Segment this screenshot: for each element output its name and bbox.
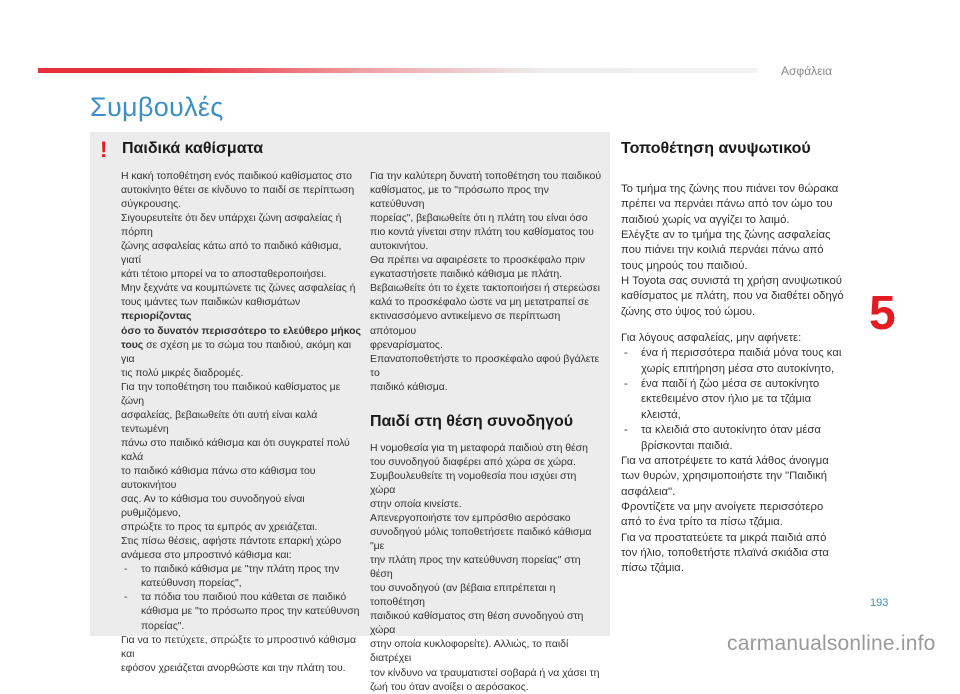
text-line: παιδικού καθίσματος στη θέση συνοδηγού στη χώρα — [370, 610, 584, 637]
text-line: σύγκρουσης. — [121, 198, 182, 211]
belt-raiser-column — [621, 140, 861, 577]
list-item — [621, 377, 861, 423]
text-line: Η Toyota σας συνιστά τη χρήση ανυψωτικού — [621, 275, 842, 288]
text-line: ζώνης στο ύψος τού ώμου. — [621, 305, 756, 318]
paragraph — [621, 331, 861, 346]
text-line: κάτι τέτοιο μπορεί να το αποσταθεροποιήσει. — [121, 268, 327, 281]
text-line: που πιάνει την κοιλιά περνάει πάνω από — [621, 244, 824, 257]
text-line: Θα πρέπει να αφαιρέσετε το προσκέφαλο πριν — [370, 254, 585, 267]
text-line: το παιδικό κάθισμα με "την πλάτη προς την — [141, 563, 340, 576]
belt-raiser-body — [621, 182, 861, 577]
text-line: εγκαταστήσετε παιδικό κάθισμα με πλάτη. — [370, 268, 563, 281]
text-line: Απενεργοποιήστε τον εμπρόσθιο αερόσακο — [370, 511, 571, 524]
text-line: εκτεθειμένο στον ήλιο με τα τζάμια — [641, 393, 812, 406]
text-line: παιδικό κάθισμα. — [370, 380, 448, 393]
text-line: καθίσματος με πλάτη, που να διαθέτει οδηγό — [621, 290, 844, 303]
text-line: παιδιού χωρίς να αγγίζει το λαιμό. — [621, 213, 790, 226]
text-line: πίσω τζάμια. — [621, 562, 684, 575]
text-line: συνοδηγού μόλις τοποθετήσετε παιδικό κάθισμα "με — [370, 526, 592, 553]
text-line: Για την τοποθέτηση του παιδικού καθίσματος με ζώνη — [121, 380, 341, 407]
text-line: το παιδικό κάθισμα πάνω στο κάθισμα του αυτοκινήτου — [121, 464, 316, 492]
text-line: εφόσον χρειάζεται ανορθώστε και την πλάτη του. — [121, 661, 346, 674]
paragraph — [370, 169, 602, 394]
list-item — [621, 346, 861, 377]
bold-text: όσο το δυνατόν περισσότερο το ελεύθερο μήκος — [121, 324, 361, 337]
text-line: τα πόδια του παιδιού που κάθεται σε παιδικό — [141, 591, 347, 604]
text-line: ένα ή περισσότερα παιδιά μόνα τους και — [641, 347, 842, 360]
spacer — [621, 320, 861, 331]
text-line: τον ήλιο, τοποθετήστε πλαϊνά σκιάδια στα — [621, 546, 829, 559]
child-seats-column-1 — [121, 169, 361, 675]
text-line: κάθισμα με "το πρόσωπο προς την κατεύθυνση — [141, 605, 360, 618]
text-line: αυτοκινήτου. — [370, 240, 429, 253]
text-line: Για να αποτρέψετε το κατά λάθος άνοιγμα — [621, 454, 829, 467]
bold-text: τους — [121, 338, 144, 351]
text-line: ανάμεσα στο μπροστινό κάθισμα και: — [121, 549, 292, 562]
text-line: από το ένα τρίτο τα πίσω τζάμια. — [621, 516, 783, 529]
text-line: ζωή του όταν ανοίξει ο αερόσακος. — [370, 680, 529, 693]
list-dash: - — [124, 591, 128, 604]
text-line: στην οποία κυκλοφορείτε). Αλλιώς, το παιδί διατρέχει — [370, 638, 569, 665]
list-text — [141, 590, 361, 632]
text-line: Βεβαιωθείτε ότι το έχετε τακτοποιήσει ή στερεώσει — [370, 282, 600, 295]
text-line: τον κίνδυνο να τραυματιστεί σοβαρά ή να χάσει τη — [370, 666, 600, 679]
text-line: την πλάτη προς την κατεύθυνση πορείας" στη θέση — [370, 554, 581, 581]
list-text — [641, 346, 861, 377]
list-dash: - — [624, 424, 628, 437]
text-line: Για την καλύτερη δυνατή τοποθέτηση του παιδικού — [370, 170, 602, 182]
list-dash: - — [624, 347, 628, 360]
section-title: Ασφάλεια — [781, 64, 833, 78]
text-line: στην οποία κινείστε. — [370, 497, 462, 510]
text-line: ασφαλείας, βεβαιωθείτε ότι αυτή είναι καλά τεντωμένη — [121, 408, 318, 435]
text-line: Το τμήμα της ζώνης που πιάνει τον θώρακα — [621, 183, 839, 195]
text-line: Για να προστατεύετε τα μικρά παιδιά από — [621, 531, 827, 544]
paragraph — [121, 169, 361, 562]
list-dash: - — [124, 563, 128, 576]
text-line: του συνοδηγού διαφέρει από χώρα σε χώρα. — [370, 455, 576, 468]
passenger-seat-subtitle: Παιδί στη θέση συνοδηγού — [370, 412, 573, 430]
text-line: πορείας". — [141, 619, 185, 632]
text-line: πάνω στο παιδικό κάθισμα και ότι συγκρατεί πολύ καλά — [121, 436, 350, 463]
text-line: βρίσκονται παιδιά. — [641, 439, 733, 452]
text-line: Στις πίσω θέσεις, αφήστε πάντοτε επαρκή χώρο — [121, 535, 342, 548]
text-line: Για να το πετύχετε, σπρώξτε το μπροστινό κάθισμα και — [121, 633, 357, 660]
list-text — [641, 377, 861, 423]
text-line: καλά το προσκέφαλο ώστε να μη μετατραπεί σε — [370, 296, 589, 309]
text-line: πρέπει να περνάει πάνω από τον ώμο του — [621, 198, 833, 211]
text-line: αυτοκίνητο θέτει σε κίνδυνο το παιδί σε περίπτωση — [121, 184, 355, 197]
text-line: σε σχέση με το σώμα του παιδιού, ακόμη και για — [121, 338, 352, 365]
paragraph — [121, 633, 361, 675]
text-line: τους ιμάντες των παιδικών καθισμάτων — [121, 296, 301, 309]
list-item — [621, 423, 861, 454]
list-text — [641, 423, 861, 454]
warning-icon: ! — [100, 137, 108, 162]
list-dash: - — [624, 378, 628, 391]
text-line: Για λόγους ασφαλείας, μην αφήνετε: — [621, 332, 802, 345]
text-line: Φροντίζετε να μην ανοίγετε περισσότερο — [621, 500, 824, 513]
list-item — [121, 562, 361, 590]
text-line: Η κακή τοποθέτηση ενός παιδικού καθίσματος στο — [121, 170, 352, 182]
text-line: χωρίς επιτήρηση μέσα στο αυτοκίνητο, — [641, 362, 835, 375]
page-title: Συμβουλές — [90, 92, 224, 122]
text-line: Συμβουλευθείτε τη νομοθεσία που ισχύει στη χώρα — [370, 469, 577, 496]
text-line: Μην ξεχνάτε να κουμπώνετε τις ζώνες ασφαλείας ή — [121, 282, 356, 295]
child-seats-column-2 — [370, 169, 602, 694]
child-seats-title: Παιδικά καθίσματα — [122, 140, 264, 157]
bold-text: περιορίζοντας — [121, 310, 192, 323]
paragraph — [621, 182, 861, 320]
text-line: του συνοδηγού (αν βέβαια επιτρέπεται η τοποθέτηση — [370, 582, 556, 609]
paragraph — [621, 454, 861, 577]
text-line: Η νομοθεσία για τη μεταφορά παιδιού στη θέση — [370, 441, 588, 454]
text-line: τα κλειδιά στο αυτοκίνητο όταν μέσα — [641, 424, 821, 437]
text-line: πιο κοντά γίνεται στην πλάτη του καθίσματος του — [370, 226, 594, 239]
chapter-number: 5 — [869, 287, 896, 340]
text-line: Σιγουρευτείτε ότι δεν υπάρχει ζώνη ασφαλείας ή πόρπη — [121, 212, 342, 239]
text-line: τους μηρούς του παιδιού. — [621, 259, 748, 272]
list-text — [141, 562, 361, 590]
text-line: εκτινασσόμενο αντικείμενο σε περίπτωση απότομου — [370, 310, 561, 337]
text-line: κατεύθυνση πορείας", — [141, 577, 242, 590]
text-line: σπρώξτε το προς τα εμπρός αν χρειάζεται. — [121, 521, 318, 534]
text-line: πορείας", βεβαιωθείτε ότι η πλάτη του είναι όσο — [370, 212, 588, 225]
text-line: καθίσματος, με το "πρόσωπο προς την κατεύθυνση — [370, 184, 549, 211]
text-line: των θυρών, χρησιμοποιήστε την "Παιδική — [621, 470, 828, 483]
header-accent-bar — [38, 68, 758, 73]
text-line: ζώνης ασφαλείας κάτω από το παιδικό κάθισμα, γιατί — [121, 240, 342, 267]
paragraph — [370, 441, 602, 694]
page-number: 193 — [870, 597, 889, 609]
text-line: ένα παιδί ή ζώο μέσα σε αυτοκίνητο — [641, 378, 820, 391]
text-line: ασφάλεια". — [621, 485, 676, 498]
text-line: κλειστά, — [641, 408, 681, 421]
list-item — [121, 590, 361, 632]
text-line: φρεναρίσματος. — [370, 338, 443, 351]
text-line: Ελέγξτε αν το τμήμα της ζώνης ασφαλείας — [621, 229, 831, 242]
text-line: Επανατοποθετήστε το προσκέφαλο αφού βγάλετε το — [370, 352, 600, 379]
text-line: τις πολύ μικρές διαδρομές. — [121, 366, 244, 379]
text-line: σας. Αν το κάθισμα του συνοδηγού είναι ρυθμιζόμενο, — [121, 493, 305, 520]
belt-raiser-title: Τοποθέτηση ανυψωτικού — [621, 140, 811, 157]
watermark: carmanualsonline.info — [727, 632, 936, 655]
